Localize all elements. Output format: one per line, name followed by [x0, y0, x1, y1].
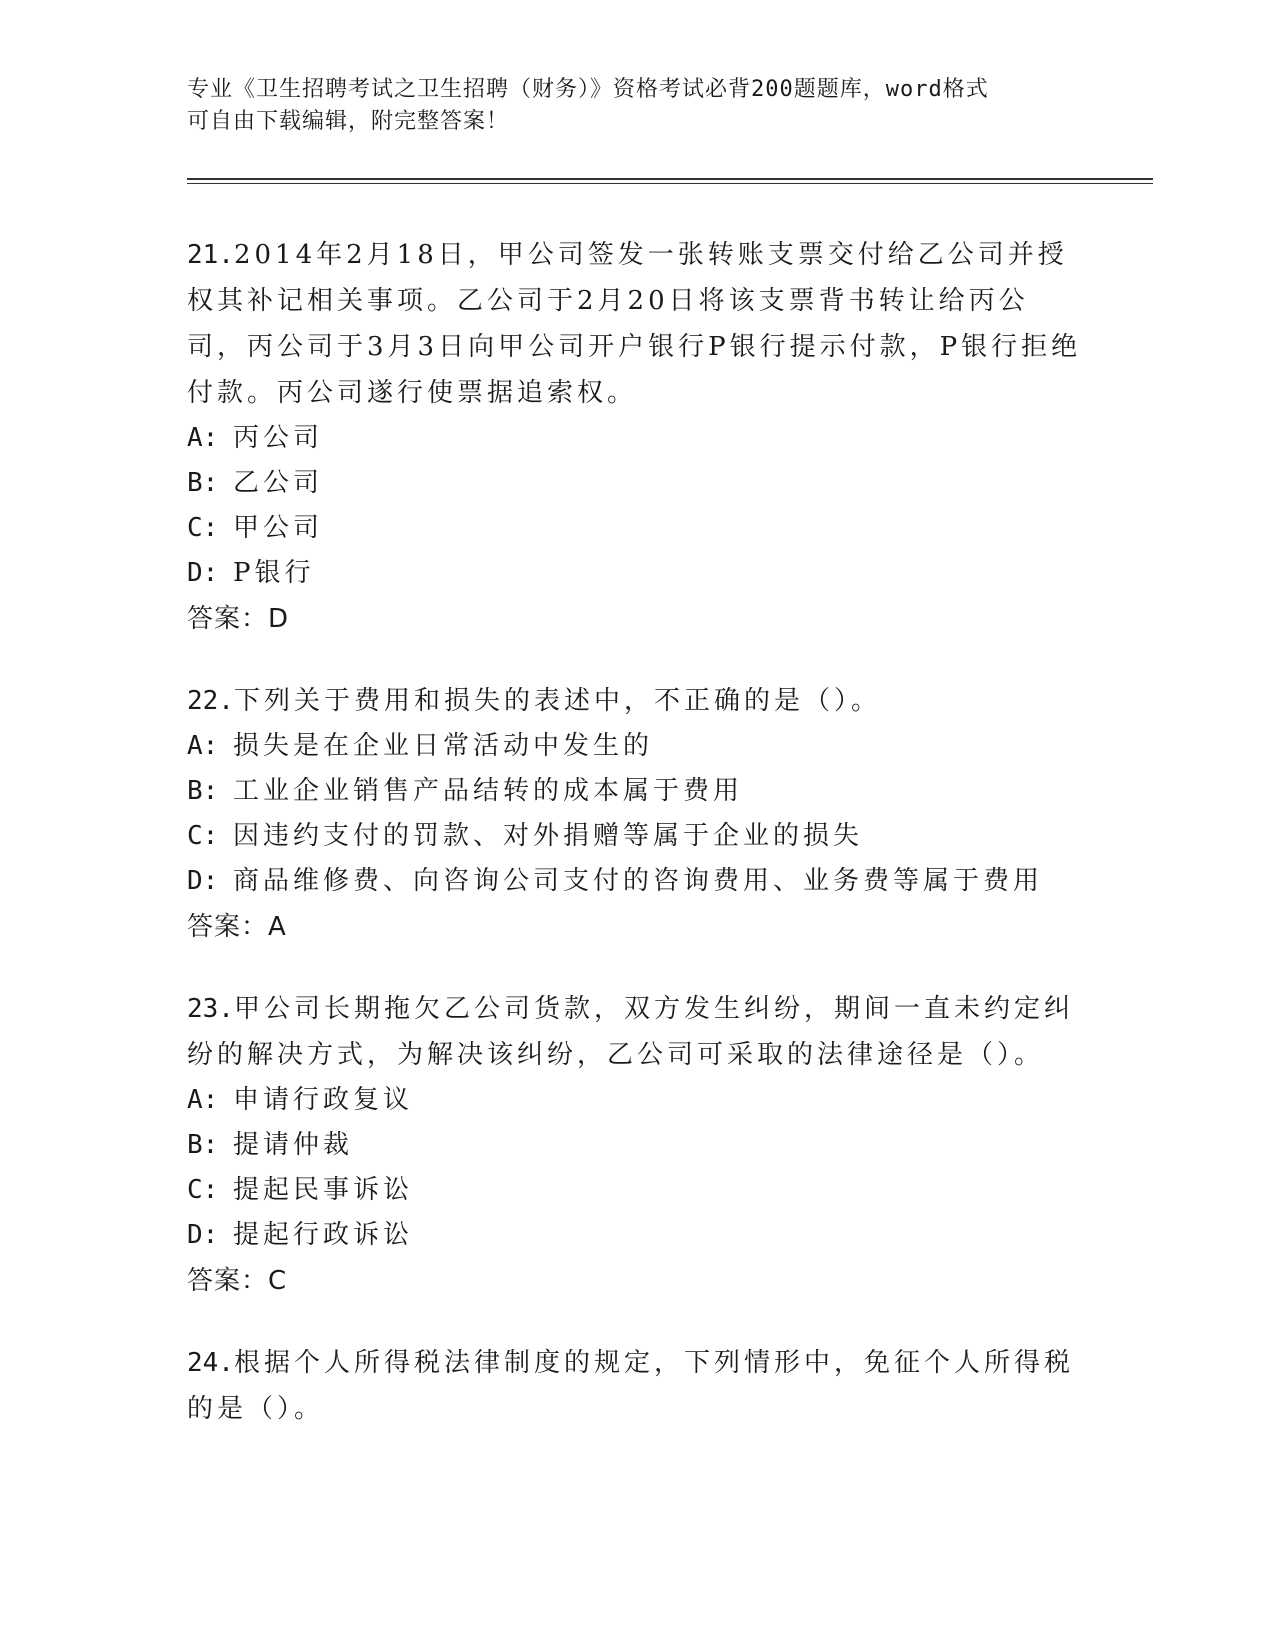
option-letter: B: — [187, 1130, 219, 1160]
option-letter: D: — [187, 1220, 219, 1250]
option-letter: A: — [187, 423, 219, 453]
option-text: 乙公司 — [233, 468, 324, 498]
question-body: 2014年2月18日，甲公司签发一张转账支票交付给乙公司并授权其补记相关事项。乙公司于2月20日将该支票背书转让给丙公司，丙公司于3月3日向甲公司开户银行P银行提示付款，P银行拒绝付款。丙公司遂行使票据追索权。 — [187, 240, 1082, 408]
option-d — [187, 1213, 1087, 1258]
option-text: 甲公司 — [233, 513, 324, 543]
option-letter: D: — [187, 558, 219, 588]
question-24 — [187, 1340, 1087, 1432]
option-text: 因违约支付的罚款、对外捐赠等属于企业的损失 — [233, 821, 864, 851]
question-text — [187, 986, 1087, 1078]
option-letter: A: — [187, 1085, 219, 1115]
answer: 答案：C — [187, 1266, 288, 1296]
question-text — [187, 678, 1087, 724]
question-number: 22. — [187, 686, 234, 716]
option-a — [187, 724, 1087, 769]
header-divider — [187, 178, 1153, 184]
option-b — [187, 1123, 1087, 1168]
question-text — [187, 1340, 1087, 1432]
option-text: 丙公司 — [233, 423, 324, 453]
option-letter: B: — [187, 468, 219, 498]
option-text: 商品维修费、向咨询公司支付的咨询费用、业务费等属于费用 — [233, 866, 1044, 896]
option-letter: A: — [187, 731, 219, 761]
option-d — [187, 859, 1087, 904]
option-text: 提起民事诉讼 — [233, 1175, 414, 1205]
answer: 答案：A — [187, 912, 287, 942]
option-text: 工业企业销售产品结转的成本属于费用 — [233, 776, 744, 806]
question-number: 24. — [187, 1348, 234, 1378]
document-header — [187, 74, 1087, 138]
header-line-1: 专业《卫生招聘考试之卫生招聘（财务）》资格考试必背200题题库，word格式 — [187, 77, 989, 102]
question-body: 根据个人所得税法律制度的规定，下列情形中，免征个人所得税的是（）。 — [187, 1348, 1074, 1424]
option-letter: D: — [187, 866, 219, 896]
option-b — [187, 769, 1087, 814]
option-letter: C: — [187, 821, 219, 851]
question-number: 21. — [187, 240, 234, 270]
option-text: 提请仲裁 — [233, 1130, 354, 1160]
option-letter: B: — [187, 776, 219, 806]
option-text: P银行 — [233, 558, 315, 588]
header-line-2: 可自由下载编辑，附完整答案！ — [187, 109, 510, 134]
question-list — [187, 232, 1087, 1468]
question-text — [187, 232, 1087, 416]
question-body: 下列关于费用和损失的表述中，不正确的是（）。 — [233, 686, 881, 716]
question-23 — [187, 986, 1087, 1304]
question-body: 甲公司长期拖欠乙公司货款，双方发生纠纷，期间一直未约定纠纷的解决方式，为解决该纠纷，乙公司可采取的法律途径是（）。 — [187, 994, 1074, 1070]
question-number: 23. — [187, 994, 234, 1024]
question-21 — [187, 232, 1087, 642]
option-letter: C: — [187, 1175, 219, 1205]
option-text: 损失是在企业日常活动中发生的 — [233, 731, 654, 761]
option-text: 申请行政复议 — [233, 1085, 414, 1115]
option-c — [187, 1168, 1087, 1213]
option-b — [187, 461, 1087, 506]
option-letter: C: — [187, 513, 219, 543]
answer: 答案：D — [187, 604, 290, 634]
option-text: 提起行政诉讼 — [233, 1220, 414, 1250]
option-d — [187, 551, 1087, 596]
option-a — [187, 416, 1087, 461]
option-a — [187, 1078, 1087, 1123]
option-c — [187, 814, 1087, 859]
option-c — [187, 506, 1087, 551]
question-22 — [187, 678, 1087, 950]
